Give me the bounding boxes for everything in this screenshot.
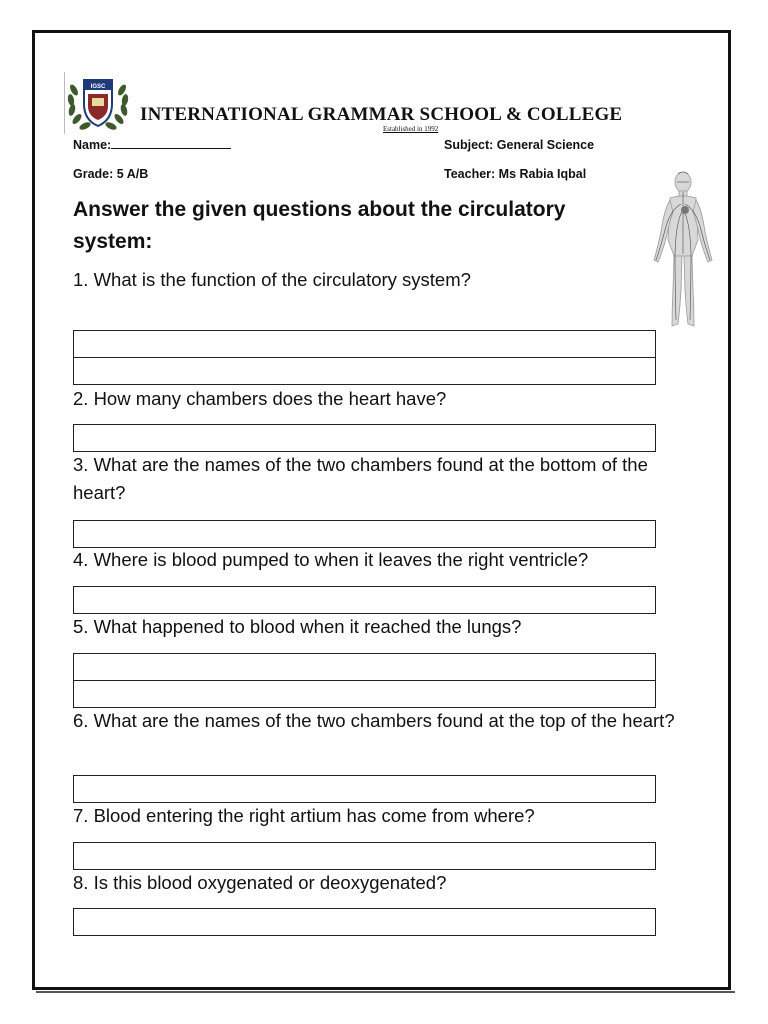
answer-box-3[interactable] bbox=[73, 520, 656, 548]
question-6: 6. What are the names of the two chambers found at the top of the heart? bbox=[73, 710, 675, 731]
question-8: 8. Is this blood oxygenated or deoxygenated? bbox=[73, 872, 447, 893]
svg-text:IGSC: IGSC bbox=[90, 84, 106, 90]
school-crest-icon bbox=[64, 72, 132, 134]
answer-box-1a[interactable] bbox=[73, 330, 656, 358]
question-4: 4. Where is blood pumped to when it leaves the right ventricle? bbox=[73, 549, 589, 570]
answer-box-8[interactable] bbox=[73, 908, 656, 936]
answer-box-1b[interactable] bbox=[73, 357, 656, 385]
school-name: INTERNATIONAL GRAMMAR SCHOOL & COLLEGE bbox=[140, 104, 623, 125]
question-1: 1. What is the function of the circulatory system? bbox=[73, 269, 471, 290]
name-field[interactable] bbox=[73, 138, 231, 152]
question-3: 3. What are the names of the two chambers found at the bottom of the heart? bbox=[73, 454, 648, 503]
question-2: 2. How many chambers does the heart have? bbox=[73, 388, 447, 409]
established-note: Established in 1992 bbox=[383, 125, 439, 133]
answer-box-5b[interactable] bbox=[73, 680, 656, 708]
answer-box-4[interactable] bbox=[73, 586, 656, 614]
frame-shadow bbox=[36, 991, 735, 993]
subject-label: Subject: General Science bbox=[444, 138, 595, 152]
grade-label: Grade: 5 A/B bbox=[73, 167, 149, 181]
answer-box-7[interactable] bbox=[73, 842, 656, 870]
answer-box-5a[interactable] bbox=[73, 653, 656, 681]
question-7: 7. Blood entering the right artium has come from where? bbox=[73, 805, 535, 826]
answer-box-6[interactable] bbox=[73, 775, 656, 803]
answer-box-2[interactable] bbox=[73, 424, 656, 452]
worksheet-heading: Answer the given questions about the circulatory system: bbox=[73, 198, 566, 253]
teacher-label: Teacher: Ms Rabia Iqbal bbox=[444, 167, 587, 181]
name-line[interactable] bbox=[111, 138, 231, 149]
name-label: Name: bbox=[73, 138, 112, 152]
circulatory-system-figure bbox=[648, 170, 718, 330]
question-5: 5. What happened to blood when it reached the lungs? bbox=[73, 616, 522, 637]
